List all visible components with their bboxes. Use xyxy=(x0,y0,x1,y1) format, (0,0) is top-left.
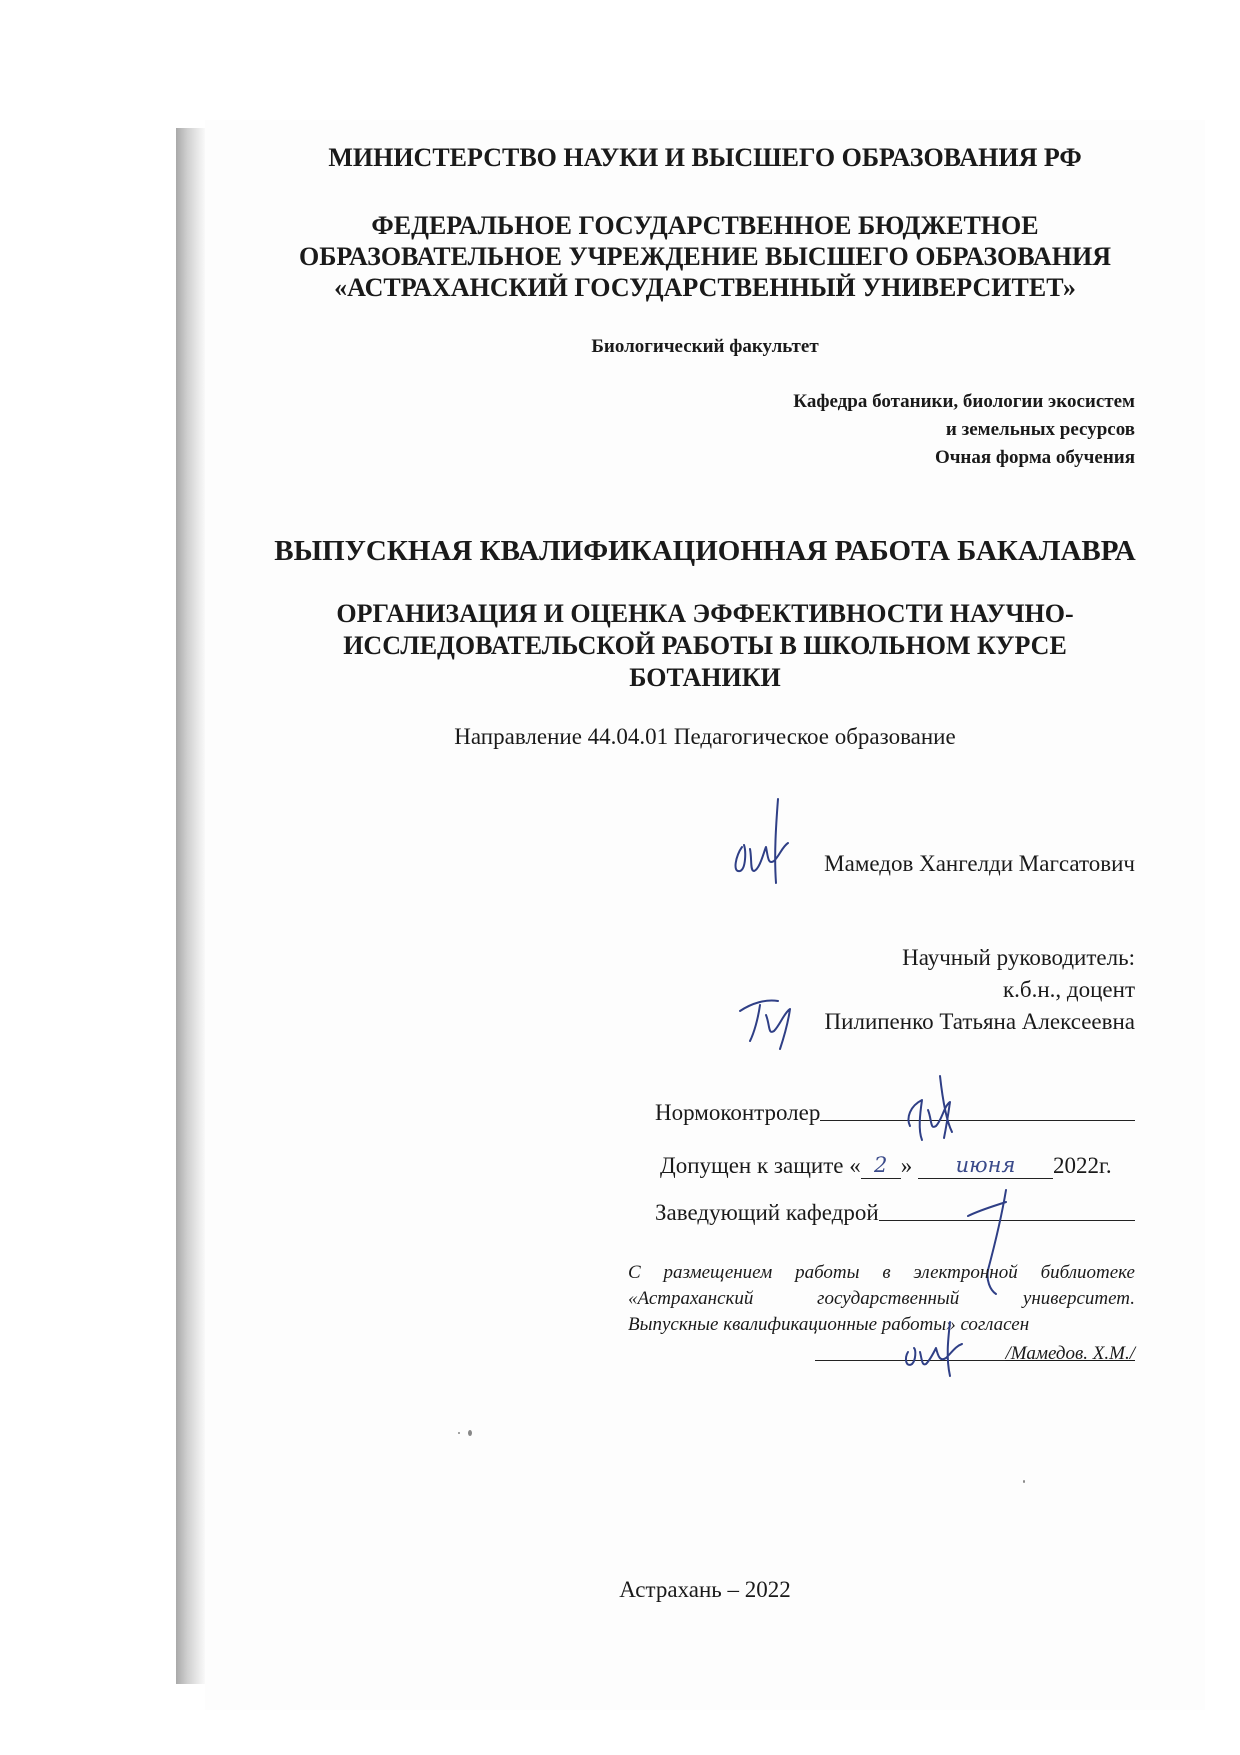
head-row xyxy=(655,1200,1135,1226)
admitted-day: 2 xyxy=(874,1153,888,1177)
consent-signature-name: /Мамедов. Х.М./ xyxy=(1005,1343,1135,1364)
admitted-label: Допущен к защите « xyxy=(660,1153,861,1178)
normcontrol-row xyxy=(655,1100,1135,1126)
scan-speck xyxy=(458,1432,460,1434)
ministry-title: МИНИСТЕРСТВО НАУКИ И ВЫСШЕГО ОБРАЗОВАНИЯ РФ xyxy=(328,143,1082,172)
institution-line: ОБРАЗОВАТЕЛЬНОЕ УЧРЕЖДЕНИЕ ВЫСШЕГО ОБРАЗОВАНИЯ xyxy=(299,242,1111,271)
normcontrol-signature-line xyxy=(820,1119,1135,1121)
department-line: Кафедра ботаники, биологии экосистем xyxy=(793,391,1135,412)
admitted-day-field xyxy=(861,1152,901,1179)
student-name: Мамедов Хангелди Магсатович xyxy=(824,851,1135,876)
work-title-line: ОРГАНИЗАЦИЯ И ОЦЕНКА ЭФФЕКТИВНОСТИ НАУЧНО- xyxy=(336,599,1074,628)
admitted-row xyxy=(660,1152,1135,1179)
document-page xyxy=(205,120,1205,1710)
institution-line: «АСТРАХАНСКИЙ ГОСУДАРСТВЕННЫЙ УНИВЕРСИТЕТ» xyxy=(334,273,1076,302)
scan-speck xyxy=(468,1430,472,1436)
work-title-line: ИССЛЕДОВАТЕЛЬСКОЙ РАБОТЫ В ШКОЛЬНОМ КУРСЕ xyxy=(343,631,1067,660)
consent-signature-row xyxy=(815,1343,1135,1365)
consent-line: С размещением работы в электронной библиотеке xyxy=(628,1262,1135,1283)
quote-close: » xyxy=(900,1153,918,1178)
institution-block xyxy=(205,210,1205,303)
study-form: Очная форма обучения xyxy=(934,447,1135,468)
supervisor-degree: к.б.н., доцент xyxy=(1002,977,1135,1002)
work-type-title: ВЫПУСКНАЯ КВАЛИФИКАЦИОННАЯ РАБОТА БАКАЛАВРА xyxy=(274,535,1136,567)
supervisor-label: Научный руководитель: xyxy=(902,945,1135,970)
head-signature-line xyxy=(879,1219,1135,1221)
supervisor-name: Пилипенко Татьяна Алексеевна xyxy=(824,1009,1135,1034)
normcontrol-label: Нормоконтролер xyxy=(655,1100,821,1125)
consent-line: Выпускные квалификационные работы» согласен xyxy=(628,1314,1030,1335)
work-title xyxy=(205,598,1205,694)
institution-line: ФЕДЕРАЛЬНОЕ ГОСУДАРСТВЕННОЕ БЮДЖЕТНОЕ xyxy=(371,211,1039,240)
department-line: и земельных ресурсов xyxy=(945,419,1135,440)
consent-signature-line xyxy=(815,1360,1006,1361)
admitted-month-field xyxy=(918,1152,1053,1179)
admitted-year: 2022г. xyxy=(1052,1153,1112,1178)
city-year: Астрахань – 2022 xyxy=(619,1577,791,1602)
study-direction: Направление 44.04.01 Педагогическое образование xyxy=(454,724,956,749)
scan-binding-shadow xyxy=(176,128,208,1684)
admitted-month: июня xyxy=(955,1153,1016,1177)
supervisor-block xyxy=(825,942,1135,1038)
faculty-name: Биологический факультет xyxy=(591,336,819,357)
consent-line: «Астраханский государственный университет. xyxy=(628,1288,1135,1309)
scan-speck xyxy=(1023,1480,1025,1483)
consent-text xyxy=(628,1260,1135,1338)
head-label: Заведующий кафедрой xyxy=(655,1200,879,1225)
department-block xyxy=(793,388,1135,472)
work-title-line: БОТАНИКИ xyxy=(629,663,781,692)
